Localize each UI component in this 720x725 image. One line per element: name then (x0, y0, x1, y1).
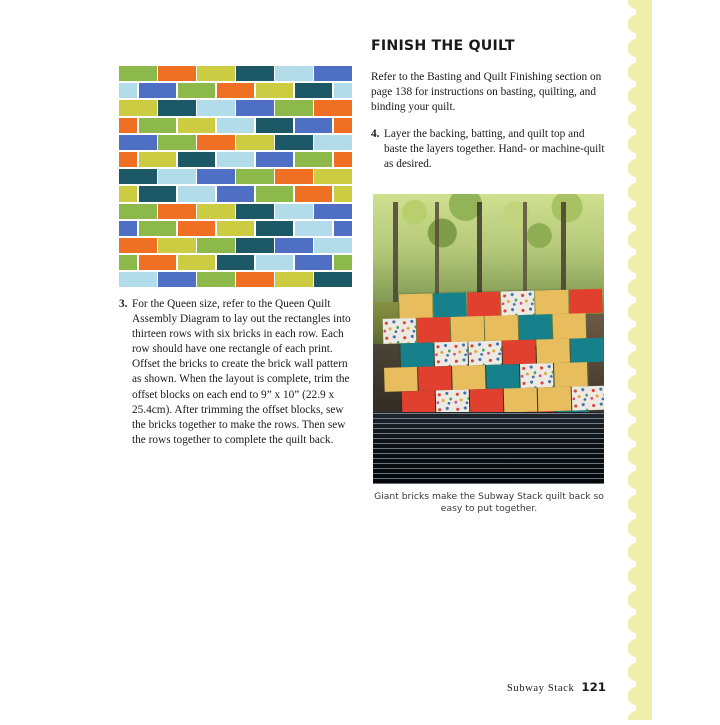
photo-quilt-brick (418, 366, 451, 391)
diagram-brick-row (119, 83, 353, 98)
diagram-brick (236, 100, 274, 115)
photo-quilt-brick (433, 293, 466, 318)
diagram-brick (119, 135, 157, 150)
diagram-brick (295, 255, 333, 270)
diagram-brick (256, 221, 294, 236)
diagram-brick (119, 204, 157, 219)
diagram-brick (314, 100, 352, 115)
diagram-brick-row (119, 169, 353, 184)
diagram-brick (197, 238, 235, 253)
diagram-brick (178, 186, 216, 201)
subway-stack-quilt-back-photo (373, 194, 604, 484)
diagram-brick (197, 66, 235, 81)
diagram-brick (295, 83, 333, 98)
diagram-brick (139, 221, 177, 236)
diagram-brick-row (119, 135, 353, 150)
photo-quilt-brick (400, 342, 433, 367)
diagram-brick (158, 66, 196, 81)
diagram-brick (275, 238, 313, 253)
step-4-number: 4. (371, 128, 380, 141)
diagram-brick (295, 221, 333, 236)
diagram-brick (197, 100, 235, 115)
diagram-brick (314, 204, 352, 219)
diagram-brick (334, 152, 352, 167)
right-column (371, 38, 605, 173)
diagram-brick (295, 118, 333, 133)
diagram-brick (119, 83, 137, 98)
footer-chapter-title: Subway Stack (506, 683, 575, 694)
diagram-brick-row (119, 118, 353, 133)
diagram-brick-row (119, 186, 353, 201)
diagram-brick (217, 83, 255, 98)
diagram-brick (295, 186, 333, 201)
diagram-brick (119, 221, 137, 236)
diagram-brick-row (119, 204, 353, 219)
diagram-brick (139, 83, 177, 98)
photo-quilt-brick (384, 367, 417, 392)
instruction-step-3 (119, 297, 355, 448)
diagram-brick (158, 204, 196, 219)
diagram-brick (139, 152, 177, 167)
diagram-brick (334, 186, 352, 201)
photo-quilt-brick (520, 363, 553, 388)
diagram-brick (236, 238, 274, 253)
diagram-brick (139, 118, 177, 133)
diagram-brick-row (119, 66, 353, 81)
photo-quilt-brick (519, 314, 552, 339)
photo-quilt-brick (502, 339, 535, 364)
diagram-brick (119, 186, 137, 201)
photo-quilt-brick (399, 293, 432, 318)
diagram-brick (275, 204, 313, 219)
photo-quilt-brick (470, 389, 503, 414)
photo-quilt-brick (501, 291, 534, 316)
diagram-brick (139, 186, 177, 201)
diagram-brick (256, 186, 294, 201)
photo-quilt-brick (417, 317, 450, 342)
diagram-brick-row (119, 238, 353, 253)
scalloped-edge-decoration (628, 0, 652, 720)
diagram-brick (217, 255, 255, 270)
diagram-brick (295, 152, 333, 167)
photo-quilt-brick (538, 387, 571, 412)
diagram-brick (256, 83, 294, 98)
queen-quilt-assembly-diagram (119, 66, 353, 288)
step-3-number: 3. (119, 298, 128, 310)
photo-quilt-brick (572, 386, 604, 411)
photo-quilt-brick (569, 289, 602, 314)
diagram-brick (119, 255, 137, 270)
diagram-brick (178, 221, 216, 236)
diagram-brick (217, 221, 255, 236)
photo-quilt-brick (434, 341, 467, 366)
photo-quilt-brick (553, 314, 586, 339)
left-column-instructions (119, 297, 355, 448)
diagram-brick (236, 204, 274, 219)
diagram-brick (178, 152, 216, 167)
photo-quilt-brick (486, 364, 519, 389)
photo-quilt-brick (452, 365, 485, 390)
diagram-brick-row (119, 152, 353, 167)
diagram-brick (119, 169, 157, 184)
diagram-brick (314, 238, 352, 253)
photo-caption: Giant bricks make the Subway Stack quilt back so easy to put together. (374, 491, 604, 514)
photo-water-reflection (373, 412, 604, 484)
photo-quilt-brick (535, 290, 568, 315)
diagram-brick (158, 272, 196, 287)
diagram-brick (119, 152, 137, 167)
footer-page-number: 121 (581, 680, 606, 694)
diagram-brick (334, 83, 352, 98)
diagram-brick (275, 169, 313, 184)
diagram-brick (178, 83, 216, 98)
diagram-brick (314, 66, 352, 81)
diagram-brick (197, 272, 235, 287)
diagram-brick (334, 221, 352, 236)
diagram-brick (197, 169, 235, 184)
instruction-step-4 (371, 127, 605, 172)
diagram-brick (236, 169, 274, 184)
diagram-brick (314, 169, 352, 184)
diagram-brick (197, 204, 235, 219)
diagram-brick (158, 100, 196, 115)
section-heading: FINISH THE QUILT (371, 38, 515, 54)
diagram-brick (275, 135, 313, 150)
diagram-brick (334, 255, 352, 270)
diagram-brick (275, 272, 313, 287)
photo-quilt-brick (485, 315, 518, 340)
photo-quilt-brick (383, 318, 416, 343)
diagram-brick (236, 135, 274, 150)
diagram-brick (314, 135, 352, 150)
step-3-text: For the Queen size, refer to the Queen Quilt Assembly Diagram to lay out the rectangles into thirteen rows with six bricks in each row. Each row should have one rectangle of each print. Offset the bricks to create the brick wall pattern as shown. When the layout is complete, trim the offset blocks on each end to 9” x 10” (22.9 x 25.4cm). After trimming the offset blocks, sew the bricks together to make the rows. Then sew the rows together to complete the quilt back. (132, 298, 351, 446)
diagram-brick (275, 66, 313, 81)
diagram-brick (217, 152, 255, 167)
diagram-brick (256, 255, 294, 270)
diagram-brick (256, 152, 294, 167)
diagram-brick (119, 238, 157, 253)
diagram-brick (197, 135, 235, 150)
diagram-brick (178, 255, 216, 270)
photo-quilt-brick (467, 292, 500, 317)
intro-paragraph: Refer to the Basting and Quilt Finishing section on page 138 for instructions on basting, quilting, and binding your quilt. (371, 71, 602, 114)
diagram-brick (256, 118, 294, 133)
photo-quilt-brick (536, 338, 569, 363)
diagram-brick (217, 118, 255, 133)
diagram-brick (236, 66, 274, 81)
diagram-brick (275, 100, 313, 115)
diagram-brick (236, 272, 274, 287)
diagram-brick-row (119, 255, 353, 270)
diagram-brick (178, 118, 216, 133)
photo-quilt-brick (504, 388, 537, 413)
diagram-brick (119, 100, 157, 115)
diagram-brick (314, 272, 352, 287)
page-footer (360, 680, 606, 694)
diagram-brick-row (119, 221, 353, 236)
step-4-text: Layer the backing, batting, and quilt top and baste the layers together. Hand- or machine-quilt as desired. (384, 128, 605, 171)
photo-quilt-brick (451, 316, 484, 341)
diagram-brick-row (119, 100, 353, 115)
diagram-brick (158, 169, 196, 184)
diagram-brick (334, 118, 352, 133)
diagram-brick (217, 186, 255, 201)
diagram-brick (119, 118, 137, 133)
photo-quilt-brick (468, 340, 501, 365)
diagram-brick (119, 272, 157, 287)
diagram-brick (119, 66, 157, 81)
diagram-brick (158, 238, 196, 253)
diagram-brick-row (119, 272, 353, 287)
scallop-edge-icon (628, 0, 652, 720)
photo-quilt-brick (570, 337, 603, 362)
diagram-brick (139, 255, 177, 270)
photo-quilt-brick (554, 362, 587, 387)
diagram-brick (158, 135, 196, 150)
